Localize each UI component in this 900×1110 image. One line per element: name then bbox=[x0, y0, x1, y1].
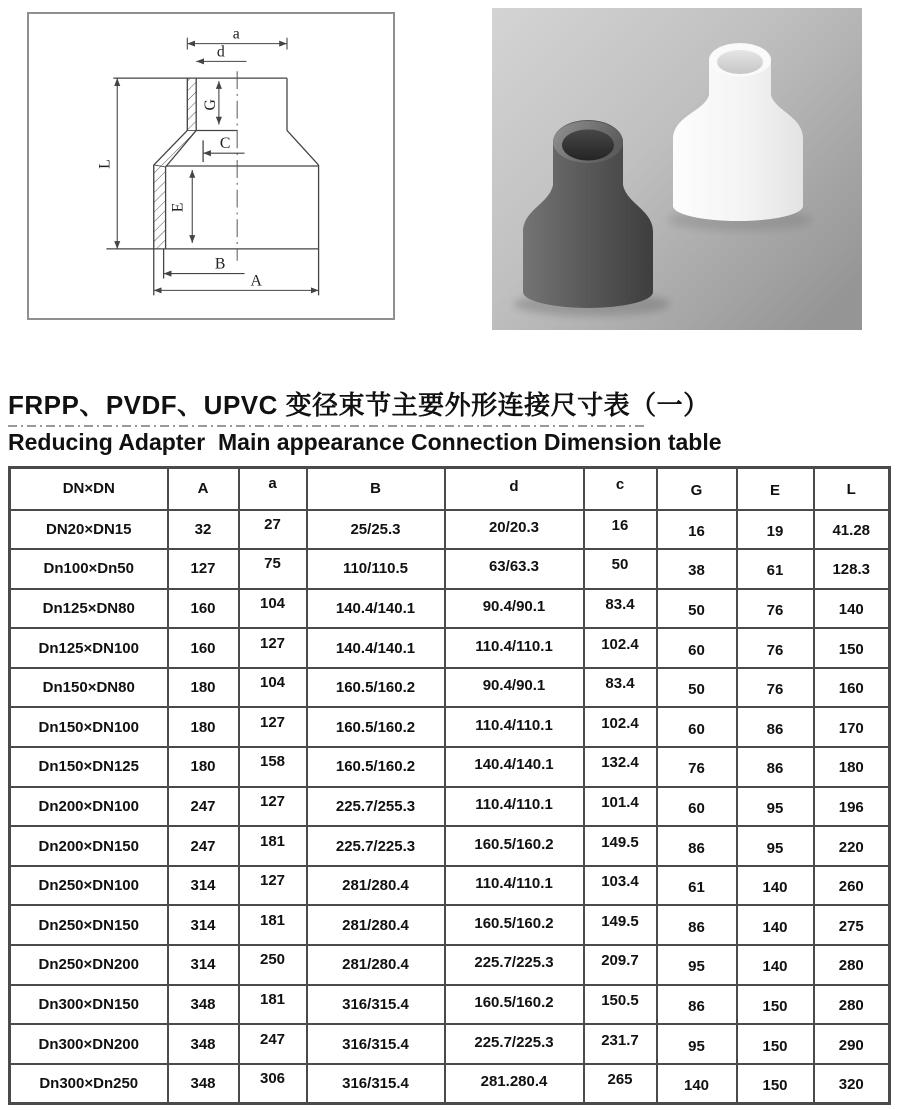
header-cell: A bbox=[168, 468, 239, 510]
table-cell: 95 bbox=[737, 826, 814, 866]
product-photo-panel bbox=[492, 8, 862, 330]
table-cell: 86 bbox=[737, 707, 814, 747]
table-cell: 128.3 bbox=[814, 549, 890, 589]
table-cell: 150 bbox=[737, 1064, 814, 1104]
dim-label-L: L bbox=[96, 159, 114, 169]
table-row bbox=[10, 826, 890, 866]
table-cell: 60 bbox=[657, 707, 737, 747]
table-cell: 140 bbox=[814, 589, 890, 629]
table-cell: 75 bbox=[239, 549, 307, 589]
table-cell: 140 bbox=[737, 905, 814, 945]
table-cell: 281/280.4 bbox=[307, 866, 445, 906]
table-cell: 140.4/140.1 bbox=[307, 628, 445, 668]
dim-label-a: a bbox=[232, 25, 240, 43]
table-cell: 38 bbox=[657, 549, 737, 589]
table-cell: 76 bbox=[657, 747, 737, 787]
table-cell: 50 bbox=[657, 668, 737, 708]
page-subtitle: Reducing Adapter Main appearance Connection Dimension table bbox=[8, 428, 722, 455]
header-cell: c bbox=[584, 468, 657, 510]
table-cell: 110.4/110.1 bbox=[445, 707, 584, 747]
table-cell: 127 bbox=[168, 549, 239, 589]
table-cell: 90.4/90.1 bbox=[445, 589, 584, 629]
white-fitting-opening bbox=[717, 50, 763, 74]
header-cell: L bbox=[814, 468, 890, 510]
table-cell: 102.4 bbox=[584, 628, 657, 668]
table-cell: 95 bbox=[737, 787, 814, 827]
table-row bbox=[10, 589, 890, 629]
dimension-table bbox=[8, 466, 891, 1105]
table-cell: 280 bbox=[814, 985, 890, 1025]
table-cell: 316/315.4 bbox=[307, 985, 445, 1025]
table-cell: 110/110.5 bbox=[307, 549, 445, 589]
header-cell: B bbox=[307, 468, 445, 510]
table-cell: 225.7/255.3 bbox=[307, 787, 445, 827]
table-cell: 180 bbox=[814, 747, 890, 787]
row-label-cell: Dn300×DN150 bbox=[10, 985, 168, 1025]
table-cell: 225.7/225.3 bbox=[445, 1024, 584, 1064]
table-cell: 16 bbox=[584, 510, 657, 550]
table-cell: 110.4/110.1 bbox=[445, 628, 584, 668]
table-row bbox=[10, 945, 890, 985]
table-cell: 348 bbox=[168, 1064, 239, 1104]
row-label-cell: Dn150×DN80 bbox=[10, 668, 168, 708]
table-cell: 209.7 bbox=[584, 945, 657, 985]
table-cell: 50 bbox=[584, 549, 657, 589]
table-cell: 316/315.4 bbox=[307, 1064, 445, 1104]
table-cell: 86 bbox=[657, 985, 737, 1025]
table-cell: 225.7/225.3 bbox=[307, 826, 445, 866]
table-cell: 90.4/90.1 bbox=[445, 668, 584, 708]
table-cell: 50 bbox=[657, 589, 737, 629]
table-header-row bbox=[10, 468, 890, 510]
row-label-cell: Dn300×Dn250 bbox=[10, 1064, 168, 1104]
dim-label-G: G bbox=[201, 99, 219, 111]
table-row bbox=[10, 668, 890, 708]
table-cell: 140.4/140.1 bbox=[307, 589, 445, 629]
table-cell: 60 bbox=[657, 628, 737, 668]
table-cell: 140 bbox=[657, 1064, 737, 1104]
section-hatching bbox=[154, 78, 196, 249]
table-cell: 250 bbox=[239, 945, 307, 985]
table-cell: 41.28 bbox=[814, 510, 890, 550]
table-row bbox=[10, 905, 890, 945]
header-cell: G bbox=[657, 468, 737, 510]
header-cell: d bbox=[445, 468, 584, 510]
table-cell: 110.4/110.1 bbox=[445, 787, 584, 827]
table-cell: 20/20.3 bbox=[445, 510, 584, 550]
table-cell: 86 bbox=[657, 905, 737, 945]
table-cell: 127 bbox=[239, 866, 307, 906]
table-cell: 265 bbox=[584, 1064, 657, 1104]
table-cell: 150 bbox=[737, 985, 814, 1025]
table-cell: 104 bbox=[239, 589, 307, 629]
table-cell: 181 bbox=[239, 826, 307, 866]
dim-label-E: E bbox=[169, 202, 187, 213]
table-cell: 127 bbox=[239, 628, 307, 668]
table-cell: 231.7 bbox=[584, 1024, 657, 1064]
table-cell: 314 bbox=[168, 945, 239, 985]
table-cell: 127 bbox=[239, 707, 307, 747]
table-cell: 281.280.4 bbox=[445, 1064, 584, 1104]
table-cell: 160 bbox=[168, 628, 239, 668]
table-cell: 104 bbox=[239, 668, 307, 708]
header-cell: a bbox=[239, 468, 307, 510]
table-cell: 149.5 bbox=[584, 826, 657, 866]
table-cell: 103.4 bbox=[584, 866, 657, 906]
table-cell: 32 bbox=[168, 510, 239, 550]
table-cell: 180 bbox=[168, 668, 239, 708]
table-cell: 150.5 bbox=[584, 985, 657, 1025]
dimension-lines bbox=[117, 38, 318, 291]
table-cell: 76 bbox=[737, 628, 814, 668]
product-photo bbox=[492, 8, 862, 330]
table-cell: 60 bbox=[657, 787, 737, 827]
row-label-cell: DN20×DN15 bbox=[10, 510, 168, 550]
table-cell: 95 bbox=[657, 945, 737, 985]
table-cell: 314 bbox=[168, 866, 239, 906]
table-cell: 314 bbox=[168, 905, 239, 945]
row-label-cell: Dn300×DN200 bbox=[10, 1024, 168, 1064]
table-cell: 160.5/160.2 bbox=[445, 826, 584, 866]
table-cell: 247 bbox=[168, 787, 239, 827]
table-cell: 220 bbox=[814, 826, 890, 866]
row-label-cell: Dn150×DN100 bbox=[10, 707, 168, 747]
title-divider bbox=[8, 425, 648, 427]
table-cell: 63/63.3 bbox=[445, 549, 584, 589]
reducer-cross-section-drawing bbox=[29, 14, 393, 318]
table-row bbox=[10, 1064, 890, 1104]
table-cell: 160 bbox=[168, 589, 239, 629]
table-row bbox=[10, 510, 890, 550]
table-cell: 19 bbox=[737, 510, 814, 550]
table-cell: 247 bbox=[239, 1024, 307, 1064]
row-label-cell: Dn200×DN150 bbox=[10, 826, 168, 866]
table-cell: 158 bbox=[239, 747, 307, 787]
table-cell: 160.5/160.2 bbox=[307, 707, 445, 747]
dim-label-d: d bbox=[216, 43, 225, 61]
table-cell: 247 bbox=[168, 826, 239, 866]
table-row bbox=[10, 549, 890, 589]
table-row bbox=[10, 628, 890, 668]
table-cell: 95 bbox=[657, 1024, 737, 1064]
table-cell: 150 bbox=[814, 628, 890, 668]
table-cell: 306 bbox=[239, 1064, 307, 1104]
table-cell: 83.4 bbox=[584, 668, 657, 708]
table-cell: 160 bbox=[814, 668, 890, 708]
row-label-cell: Dn100×Dn50 bbox=[10, 549, 168, 589]
row-label-cell: Dn125×DN80 bbox=[10, 589, 168, 629]
table-row bbox=[10, 747, 890, 787]
table-cell: 280 bbox=[814, 945, 890, 985]
dim-label-B: B bbox=[214, 255, 226, 273]
table-cell: 83.4 bbox=[584, 589, 657, 629]
table-cell: 281/280.4 bbox=[307, 905, 445, 945]
table-cell: 101.4 bbox=[584, 787, 657, 827]
table-cell: 127 bbox=[239, 787, 307, 827]
table-cell: 180 bbox=[168, 747, 239, 787]
header-cell: E bbox=[737, 468, 814, 510]
table-cell: 149.5 bbox=[584, 905, 657, 945]
table-cell: 86 bbox=[737, 747, 814, 787]
table-row bbox=[10, 707, 890, 747]
table-row bbox=[10, 985, 890, 1025]
row-label-cell: Dn250×DN150 bbox=[10, 905, 168, 945]
table-cell: 76 bbox=[737, 668, 814, 708]
table-cell: 181 bbox=[239, 985, 307, 1025]
row-label-cell: Dn250×DN200 bbox=[10, 945, 168, 985]
table-cell: 61 bbox=[657, 866, 737, 906]
table-cell: 181 bbox=[239, 905, 307, 945]
table-cell: 320 bbox=[814, 1064, 890, 1104]
table-cell: 348 bbox=[168, 985, 239, 1025]
table-cell: 25/25.3 bbox=[307, 510, 445, 550]
table-row bbox=[10, 1024, 890, 1064]
table-cell: 102.4 bbox=[584, 707, 657, 747]
table-row bbox=[10, 787, 890, 827]
table-cell: 86 bbox=[657, 826, 737, 866]
row-label-cell: Dn250×DN100 bbox=[10, 866, 168, 906]
table-cell: 348 bbox=[168, 1024, 239, 1064]
table-cell: 225.7/225.3 bbox=[445, 945, 584, 985]
table-cell: 160.5/160.2 bbox=[307, 747, 445, 787]
header-cell: DN×DN bbox=[10, 468, 168, 510]
table-cell: 150 bbox=[737, 1024, 814, 1064]
table-cell: 170 bbox=[814, 707, 890, 747]
title-block bbox=[8, 389, 888, 455]
technical-drawing-panel bbox=[27, 12, 395, 320]
table-cell: 260 bbox=[814, 866, 890, 906]
table-cell: 160.5/160.2 bbox=[445, 985, 584, 1025]
table-cell: 132.4 bbox=[584, 747, 657, 787]
table-row bbox=[10, 866, 890, 906]
table-cell: 140.4/140.1 bbox=[445, 747, 584, 787]
table-cell: 140 bbox=[737, 945, 814, 985]
row-label-cell: Dn150×DN125 bbox=[10, 747, 168, 787]
table-cell: 76 bbox=[737, 589, 814, 629]
table-cell: 160.5/160.2 bbox=[445, 905, 584, 945]
row-label-cell: Dn200×DN100 bbox=[10, 787, 168, 827]
row-label-cell: Dn125×DN100 bbox=[10, 628, 168, 668]
table-cell: 281/280.4 bbox=[307, 945, 445, 985]
table-cell: 27 bbox=[239, 510, 307, 550]
table-cell: 110.4/110.1 bbox=[445, 866, 584, 906]
table-cell: 290 bbox=[814, 1024, 890, 1064]
table-cell: 316/315.4 bbox=[307, 1024, 445, 1064]
table-cell: 160.5/160.2 bbox=[307, 668, 445, 708]
dim-label-C: C bbox=[219, 135, 231, 153]
table-cell: 180 bbox=[168, 707, 239, 747]
table-cell: 275 bbox=[814, 905, 890, 945]
table-cell: 16 bbox=[657, 510, 737, 550]
table-cell: 61 bbox=[737, 549, 814, 589]
dim-label-A: A bbox=[250, 272, 262, 290]
page-title: FRPP、PVDF、UPVC 变径束节主要外形连接尺寸表（一） bbox=[8, 390, 710, 420]
dark-fitting-opening bbox=[562, 130, 614, 161]
table-cell: 196 bbox=[814, 787, 890, 827]
table-cell: 140 bbox=[737, 866, 814, 906]
